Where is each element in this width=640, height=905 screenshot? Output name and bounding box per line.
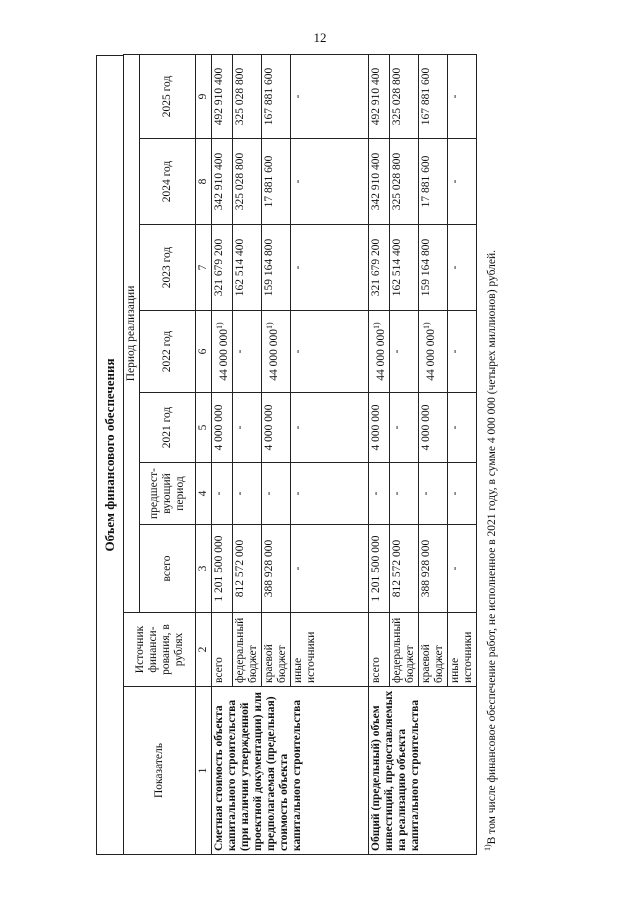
column-number: 5 [196,393,212,463]
indicator-total-investment: Общий (предельный) объем инвестиций, предоставляемых на реализацию объекта капитального строительства [368,687,476,855]
table-title: Объем финансового обеспечения [96,55,123,855]
value-cell: - [368,463,389,525]
value-cell: - [447,463,476,525]
value-cell: 4 000 000 [368,393,389,463]
indicator-estimated-cost: Сметная стоимость объекта капитального строительства (при наличии утвержденной проектной документации) или предполагаемая (предельная) стоимость объекта капитального строительства [212,687,369,855]
value-cell: - [290,463,368,525]
footnote-mark: 1) [264,322,274,329]
value-cell: 44 000 000$^{1)}$ [212,311,233,393]
value-cell: - [447,225,476,311]
financing-table [123,54,477,855]
value-cell: - [447,311,476,393]
value-cell: 159 164 800 [261,225,290,311]
value-cell: - [389,311,418,393]
value-cell: - [290,525,368,613]
value-cell: - [290,54,368,138]
header-year: 2022 год [140,311,196,393]
value-cell: 44 000 000$^{1)}$ [418,311,447,393]
footnote-mark: 1) [215,322,224,329]
header-previous: предшест-вующий период [140,463,196,525]
header-indicator: Показатель [124,687,196,855]
footnote-mark: 1) [421,322,431,329]
value-cell: - [447,393,476,463]
column-number: 4 [196,463,212,525]
header-period-group: Период реализации [124,54,140,612]
value-cell: - [290,393,368,463]
value-cell: 44 000 000$^{1)}$ [368,311,389,393]
value-cell: 388 928 000 [261,525,290,613]
value-cell: 4 000 000 [261,393,290,463]
value-cell: - [232,393,261,463]
value-cell: - [290,139,368,225]
value-cell: 44 000 000$^{1)}$ [261,311,290,393]
source-cell: федеральный бюджет [389,613,418,687]
value-cell: 325 028 800 [389,139,418,225]
header-source: Источник финанси-рования, в рублях [124,613,196,687]
source-cell: иные источники [290,613,368,687]
column-number: 8 [196,139,212,225]
value-cell: 162 514 400 [232,225,261,311]
value-cell: 321 679 200 [212,225,233,311]
value-cell: - [447,525,476,613]
value-cell: - [418,463,447,525]
value-cell: 342 910 400 [212,139,233,225]
value-cell: 388 928 000 [418,525,447,613]
column-number: 1 [196,687,212,855]
value-cell: 492 910 400 [368,54,389,138]
page-number: 12 [313,30,327,45]
source-cell: краевой бюджет [418,613,447,687]
value-cell: - [389,393,418,463]
value-cell: 325 028 800 [232,54,261,138]
value-cell: - [212,463,233,525]
footnote-mark: 1) [371,322,381,329]
value-cell: 162 514 400 [389,225,418,311]
value-cell: - [290,311,368,393]
source-cell: всего [212,613,233,687]
value-cell: - [447,139,476,225]
column-number: 7 [196,225,212,311]
column-number: 6 [196,311,212,393]
source-cell: иные источники [447,613,476,687]
value-cell: - [232,463,261,525]
header-year: 2025 год [140,54,196,138]
column-number: 3 [196,525,212,613]
value-cell: 812 572 000 [232,525,261,613]
column-number: 2 [196,613,212,687]
value-cell: 17 881 600 [418,139,447,225]
value-cell: - [447,54,476,138]
header-total: всего [140,525,196,613]
header-year: 2024 год [140,139,196,225]
value-cell: - [290,225,368,311]
source-cell: всего [368,613,389,687]
value-cell: 159 164 800 [418,225,447,311]
value-cell: 167 881 600 [261,54,290,138]
rotated-table-block [96,55,556,855]
value-cell: 4 000 000 [418,393,447,463]
value-cell: 321 679 200 [368,225,389,311]
value-cell: 4 000 000 [212,393,233,463]
value-cell: 17 881 600 [261,139,290,225]
header-year: 2023 год [140,225,196,311]
source-cell: федеральный бюджет [232,613,261,687]
source-cell: краевой бюджет [261,613,290,687]
value-cell: - [261,463,290,525]
value-cell: - [389,463,418,525]
value-cell: 167 881 600 [418,54,447,138]
header-year: 2021 год [140,393,196,463]
value-cell: 325 028 800 [232,139,261,225]
footnote-text: В том числе финансовое обеспечение работ, не исполненное в 2021 году, в сумме 4 000 000 (четырех миллионов) рублей. [485,249,498,845]
value-cell: 492 910 400 [212,54,233,138]
column-number: 9 [196,54,212,138]
footnote-mark: 1) [482,844,492,851]
value-cell: 1 201 500 000 [212,525,233,613]
value-cell: 325 028 800 [389,54,418,138]
value-cell: 342 910 400 [368,139,389,225]
value-cell: 812 572 000 [389,525,418,613]
footnote [483,55,498,855]
value-cell: 1 201 500 000 [368,525,389,613]
value-cell: - [232,311,261,393]
